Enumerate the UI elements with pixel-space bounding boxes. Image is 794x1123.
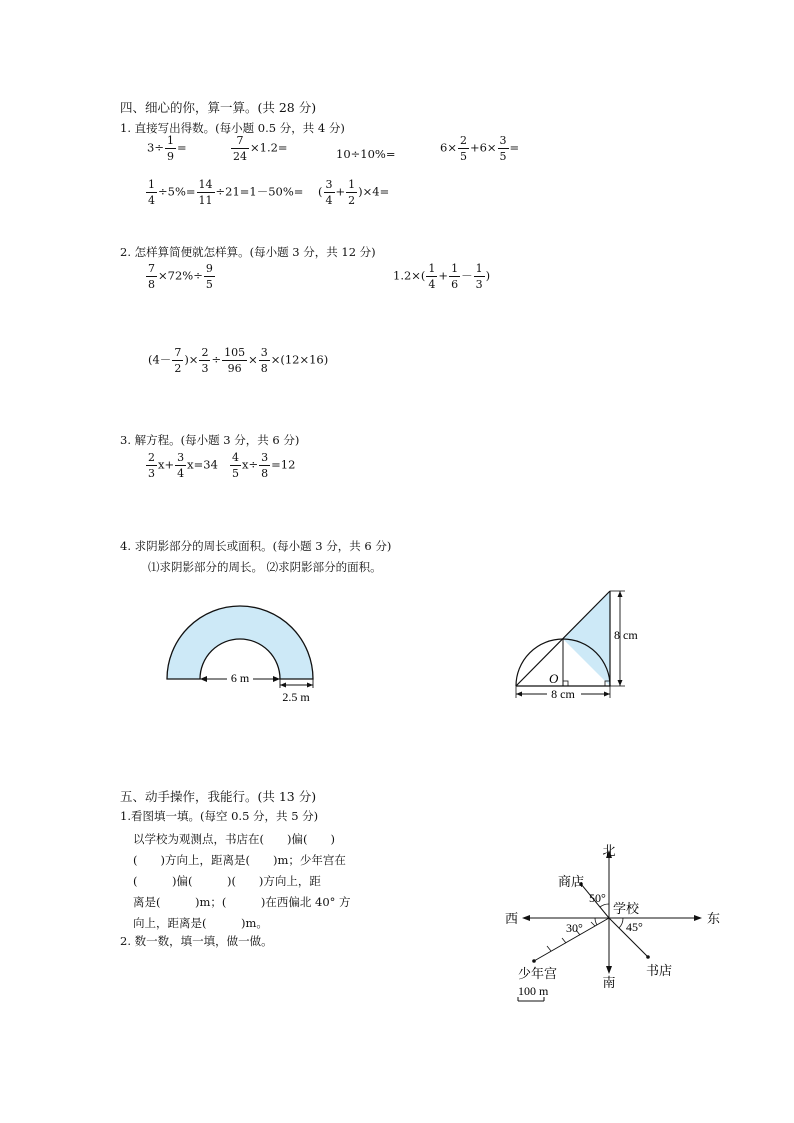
label-bookstore: 书店 (646, 963, 673, 978)
section5-title: 五、动手操作，我能行。(共 13 分) (120, 789, 317, 804)
q3-label: 3. 解方程。(每小题 3 分，共 6 分) (120, 433, 300, 447)
figure-semicircle-triangle (505, 585, 655, 705)
s5-q1-label: 1.看图填一填。(每空 0.5 分，共 5 分) (120, 809, 319, 823)
s5-q1-text (133, 829, 351, 934)
q2-label: 2. 怎样算简便就怎样算。(每小题 3 分，共 12 分) (120, 245, 376, 259)
label-school: 学校 (613, 901, 640, 916)
q1-expr-4: 6× $\frac{2}{5}$ +6× $\frac{3}{5}$ = (440, 134, 520, 163)
q1-label: 1. 直接写出得数。(每小题 0.5 分，共 4 分) (120, 121, 345, 135)
q1-expr-3: 10÷10%= (336, 147, 396, 161)
q3-eq-b: $\frac{4}{5}$ x÷ $\frac{3}{8}$ =12 (232, 451, 296, 480)
q2-expr-a: $\frac{7}{8}$ ×72%÷ $\frac{9}{5}$ (148, 262, 213, 291)
angle-west-label: 30° (566, 921, 583, 935)
label-west: 西 (505, 911, 519, 926)
q1-expr-5: $\frac{1}{4}$ ÷5%= $\frac{14}{11}$ ÷21=1－50%= (148, 178, 304, 207)
figure-half-annulus (150, 590, 335, 710)
section4-title: 四、细心的你，算一算。(共 28 分) (120, 100, 317, 115)
s5-line-2: ( )方向上，距离是( )m；少年宫在 (133, 853, 346, 867)
q2-expr-c: (4－ $\frac{7}{2}$ )× $\frac{2}{3}$ ÷ $\frac{105}{96}$ × $\frac{3}{8}$ ×(12×16) (148, 346, 329, 375)
q4-sub: ⑴求阴影部分的周长。 ⑵求阴影部分的面积。 (148, 560, 382, 574)
s5-line-1: 以学校为观测点，书店在( )偏( ) (133, 832, 335, 846)
label-south: 南 (602, 975, 616, 990)
center-o-label: O (549, 671, 559, 686)
s5-line-4: 离是( )m；( )在西偏北 40° 方 (133, 895, 351, 909)
inner-diameter-label: 6 m (230, 671, 250, 685)
q3-eq-a: $\frac{2}{3}$ x+ $\frac{3}{4}$ x=34 (148, 451, 218, 480)
width-label: 2.5 m (282, 690, 310, 704)
s5-q2-label: 2. 数一数，填一填，做一做。 (120, 934, 273, 948)
arrow-left-head (200, 676, 207, 682)
label-north: 北 (602, 843, 616, 858)
q1-expr-8: ( $\frac{3}{4}$ + $\frac{1}{2}$ )×4= (318, 178, 390, 207)
arrow-right-head (273, 676, 280, 682)
base-label: 8 cm (551, 687, 575, 701)
q2-expr-b: 1.2×( $\frac{1}{4}$ + $\frac{1}{6}$ － $\frac{1}{3}$ ) (393, 262, 491, 291)
height-label: 8 cm (614, 628, 638, 642)
q1-expr-1: 3÷ $\frac{1}{9}$ = (147, 134, 187, 163)
s5-line-3: ( )偏( )( )方向上，距 (133, 874, 321, 888)
label-youth-palace: 少年宫 (518, 966, 558, 981)
angle-north-label: 50° (589, 891, 606, 905)
angle-east-label: 45° (626, 920, 643, 934)
shaded-half-annulus (167, 606, 313, 679)
label-shop: 商店 (558, 874, 585, 889)
q1-expr-2: $\frac{7}{24}$ ×1.2= (233, 134, 288, 163)
compass-diagram (500, 840, 740, 1005)
scale-label: 100 m (518, 984, 549, 998)
q4-label: 4. 求阴影部分的周长或面积。(每小题 3 分，共 6 分) (120, 539, 392, 553)
s5-line-5: 向上，距离是( )m。 (133, 916, 268, 930)
q1-expr-7: 1－50%= (249, 184, 304, 199)
label-east: 东 (707, 911, 721, 926)
